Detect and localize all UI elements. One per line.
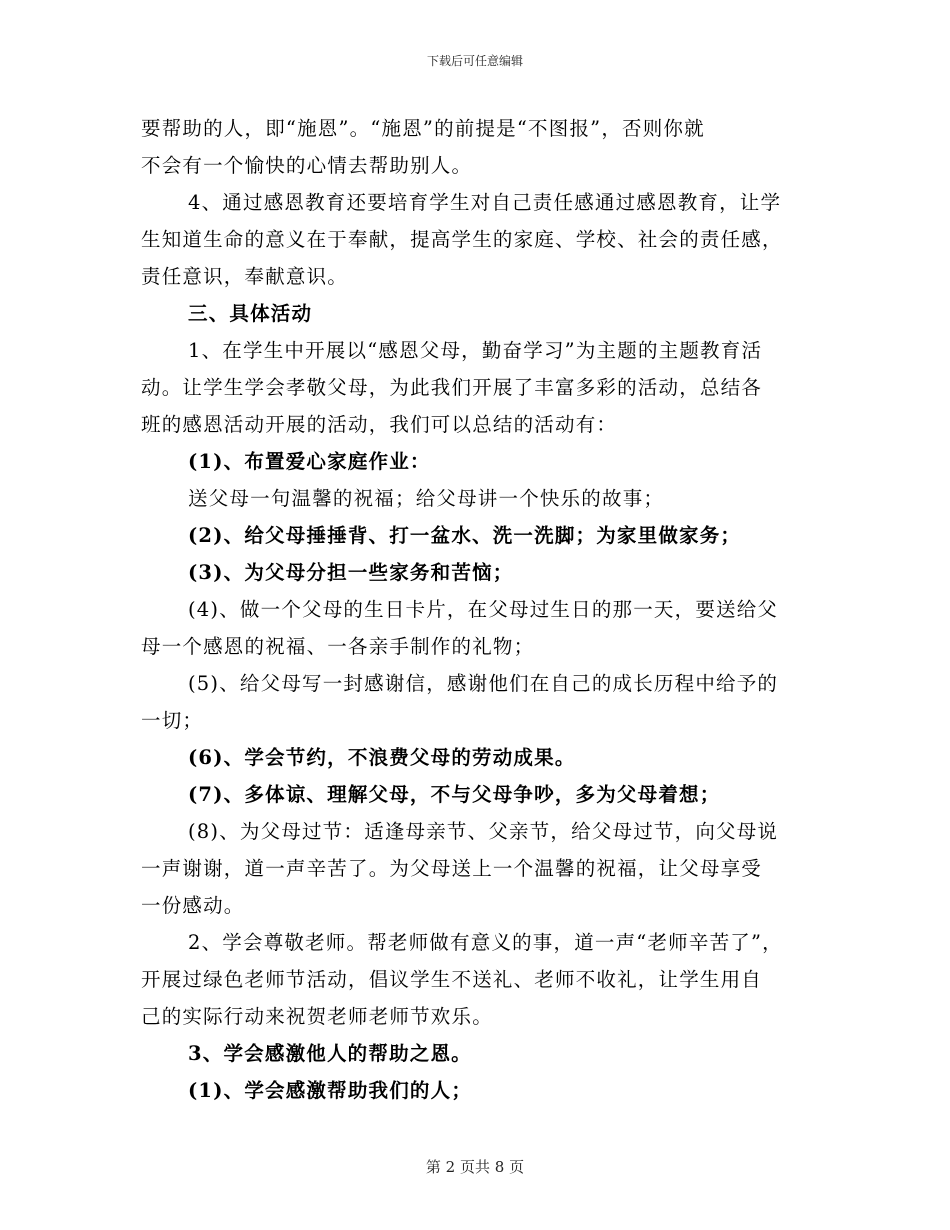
list-item-3: (3)、为父母分担一些家务和苦恼； [188,561,514,584]
list-item-7: (7)、多体谅、理解父母，不与父母争吵，多为父母着想； [188,783,721,806]
section-heading: 三、具体活动 [188,302,313,325]
list-item-8: (8)、为父母过节：适逢母亲节、父亲节，给父母过节，向父母说 [188,820,779,843]
paragraph-3-heading: 3、学会感激他人的帮助之恩。 [188,1042,472,1065]
list-item-1: (1)、学会感激帮助我们的人； [188,1079,473,1102]
text-line: 动。让学生学会孝敬父母，为此我们开展了丰富多彩的活动，总结各 [141,376,763,399]
text-line: 一声谢谢，道一声辛苦了。为父母送上一个温馨的祝福，让父母享受 [141,857,763,880]
list-item-1: (1)、布置爱心家庭作业： [188,450,431,473]
text-line: 送父母一句温馨的祝福；给父母讲一个快乐的故事； [188,487,665,510]
text-line: 己的实际行动来祝贺老师老师节欢乐。 [141,1005,493,1028]
page-footer: 第 2 页共 8 页 [425,1158,525,1176]
list-item-4: (4)、做一个父母的生日卡片，在父母过生日的那一天，要送给父 [188,598,779,621]
document-body [141,110,809,1109]
text-line: 不会有一个愉快的心情去帮助别人。 [141,154,473,177]
text-line: 责任意识，奉献意识。 [141,265,349,288]
text-line: 要帮助的人，即“施恩”。“施恩”的前提是“不图报”，否则你就 [141,117,705,140]
paragraph-2: 2、学会尊敬老师。帮老师做有意义的事，道一声“老师辛苦了”， [188,931,783,954]
text-line: 班的感恩活动开展的活动，我们可以总结的活动有： [141,413,618,436]
text-line: 开展过绿色老师节活动，倡议学生不送礼、老师不收礼，让学生用自 [141,968,763,991]
list-item-5: (5)、给父母写一封感谢信，感谢他们在自己的成长历程中给予的 [188,672,779,695]
page-header: 下载后可任意编辑 [426,54,523,68]
text-line: 母一个感恩的祝福、一各亲手制作的礼物； [141,635,535,658]
list-item-6: (6)、学会节约，不浪费父母的劳动成果。 [188,746,576,769]
text-line: 生知道生命的意义在于奉献，提高学生的家庭、学校、社会的责任感， [141,228,783,251]
text-line: 一切； [141,709,204,732]
list-item-2: (2)、给父母捶捶背、打一盆水、洗一洗脚；为家里做家务； [188,524,742,547]
paragraph-1: 1、在学生中开展以“感恩父母，勤奋学习”为主题的主题教育活 [188,339,763,362]
text-line: 一份感动。 [141,894,245,917]
paragraph-4: 4、通过感恩教育还要培育学生对自己责任感通过感恩教育，让学 [188,191,782,214]
